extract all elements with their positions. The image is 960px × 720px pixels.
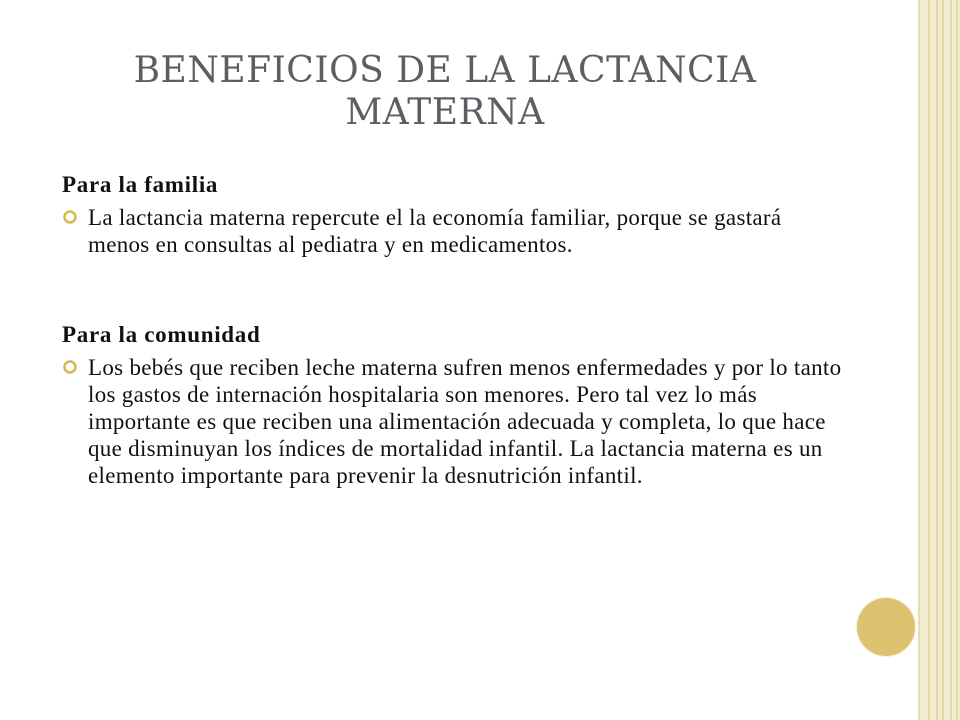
stripe-line xyxy=(950,0,952,720)
section-heading-comunidad: Para la comunidad xyxy=(62,322,261,347)
ring-bullet-icon xyxy=(62,359,78,375)
stripe-line xyxy=(928,0,930,720)
decorative-stripes xyxy=(920,0,960,720)
spacer xyxy=(62,258,842,320)
bullet-item-comunidad xyxy=(62,354,842,489)
ring-bullet-icon xyxy=(62,209,78,225)
slide-content xyxy=(62,170,842,489)
gold-circle-icon xyxy=(857,598,915,656)
title-line-2: MATERNA xyxy=(345,92,545,133)
slide-title xyxy=(80,50,810,134)
bullet-text: La lactancia materna repercute el la economía familiar, porque se gastará menos en consultas al pediatra y en medicamentos. xyxy=(88,205,782,257)
bullet-item-familia xyxy=(62,204,842,258)
stripe-line xyxy=(942,0,944,720)
stripe-line xyxy=(936,0,938,720)
stripe-line xyxy=(956,0,958,720)
bullet-text: Los bebés que reciben leche materna sufren menos enfermedades y por lo tanto los gastos de internación hospitalaria son menores. Pero tal vez lo más importante es que reciben una alimentación adecuada y completa, lo que hace que disminuyan los índices de mortalidad infantil. La lactancia materna es un elemento importante para prevenir la desnutrición infantil. xyxy=(88,355,842,488)
title-line-1: BENEFICIOS DE LA LACTANCIA xyxy=(133,50,757,91)
section-heading-familia: Para la familia xyxy=(62,172,219,197)
